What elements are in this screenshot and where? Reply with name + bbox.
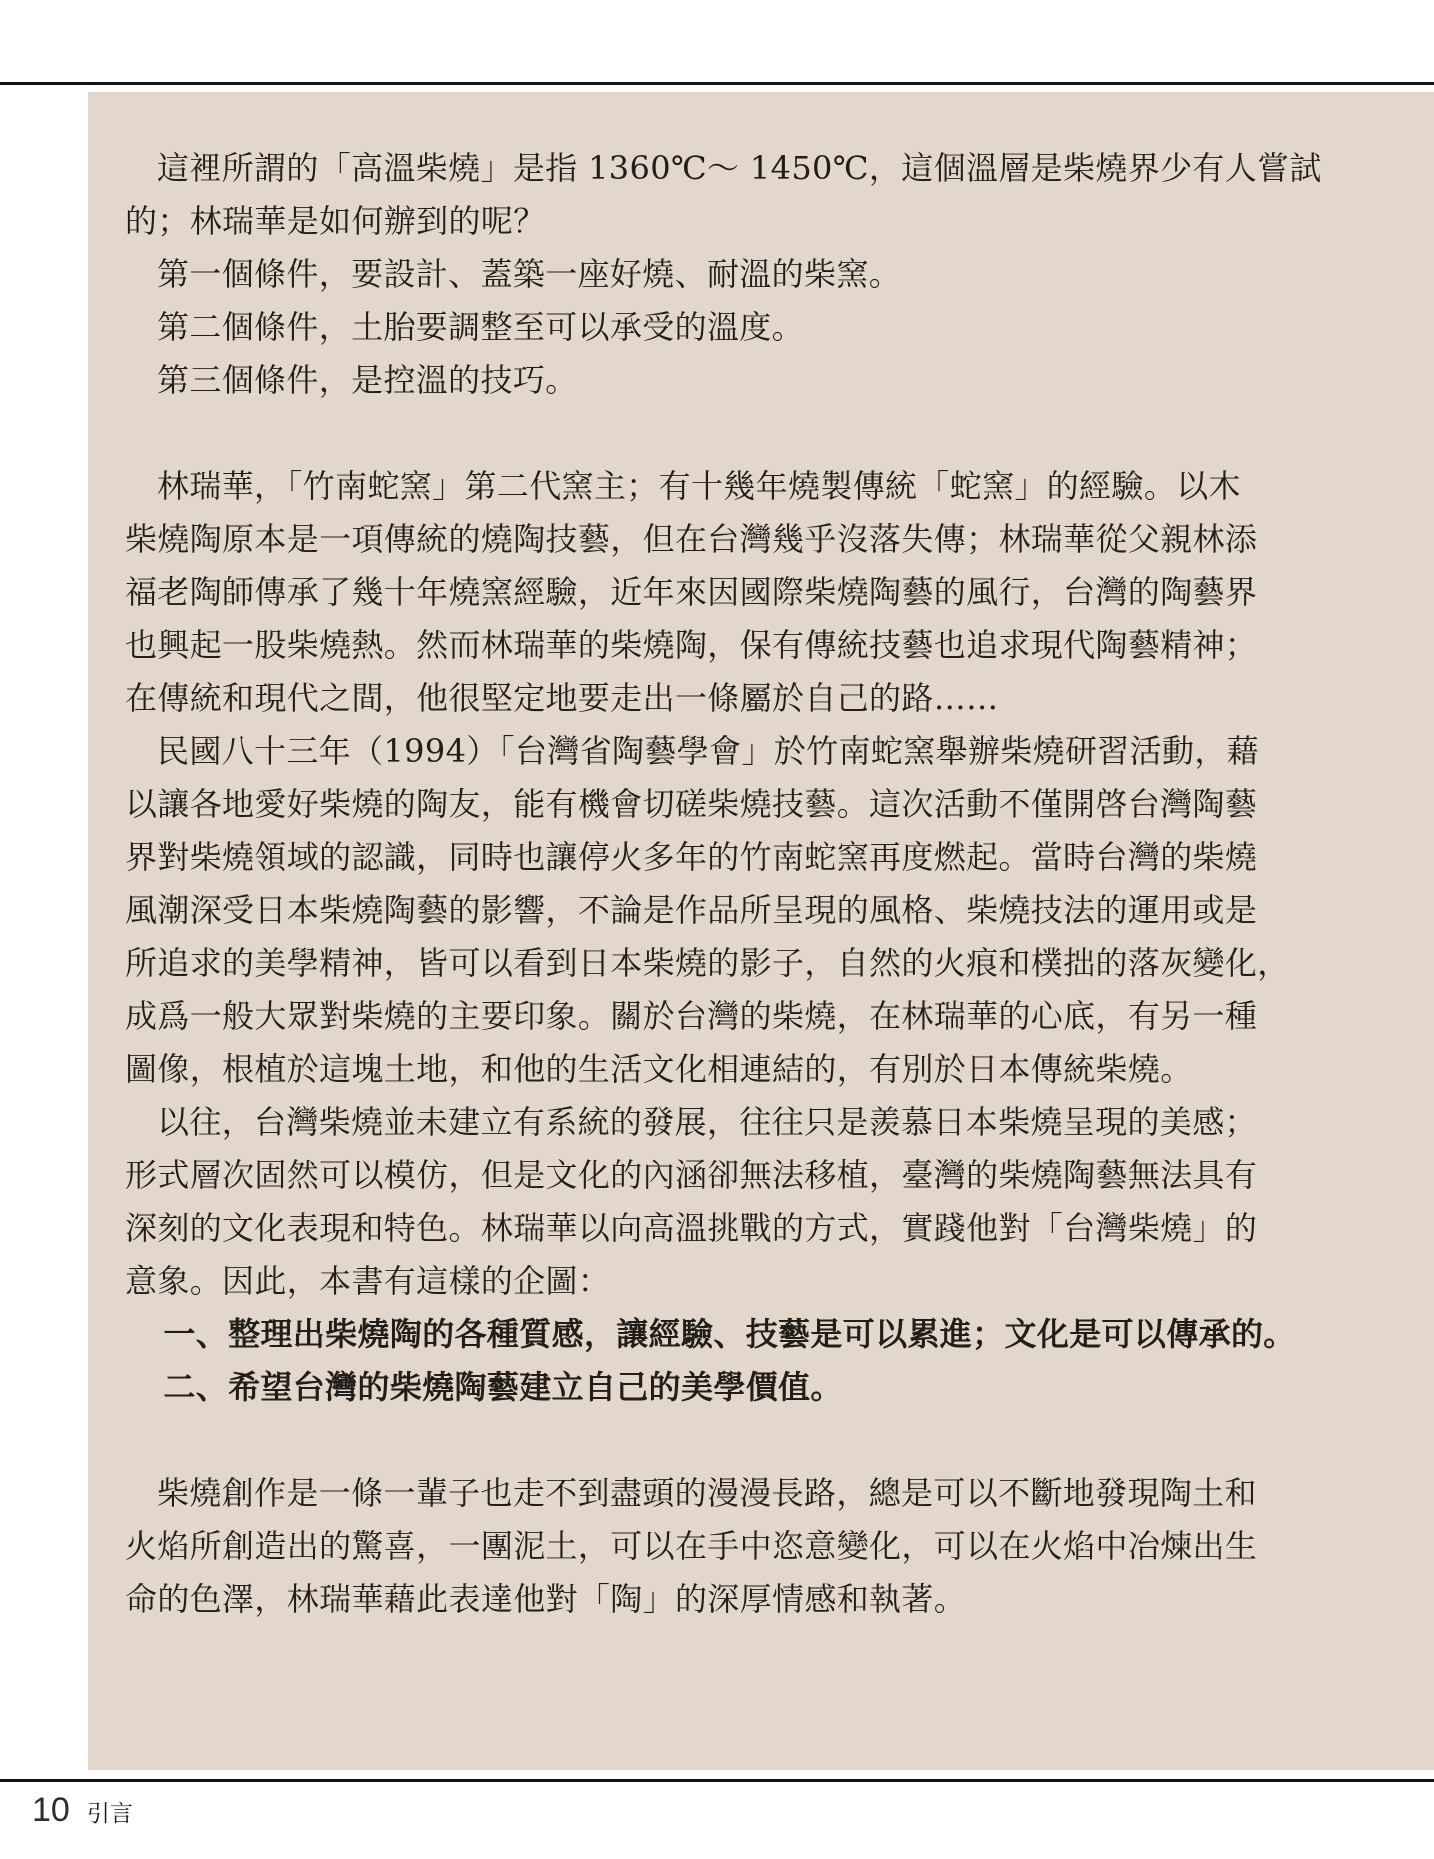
text-line: 在傳統和現代之間，他很堅定地要走出一條屬於自己的路…… — [125, 679, 999, 717]
blank-line — [125, 407, 1285, 460]
text-line: 第二個條件，土胎要調整至可以承受的溫度。 — [157, 308, 805, 346]
text-line: 深刻的文化表現和特色。林瑞華以向高溫挑戰的方式，實踐他對「台灣柴燒」的 — [125, 1209, 1258, 1247]
page-footer — [32, 1790, 133, 1830]
text-line: 福老陶師傳承了幾十年燒窯經驗，近年來因國際柴燒陶藝的風行，台灣的陶藝界 — [125, 573, 1258, 611]
section-label: 引言 — [86, 1801, 133, 1827]
text-line: 形式層次固然可以模仿，但是文化的內涵卻無法移植，臺灣的柴燒陶藝無法具有 — [125, 1156, 1258, 1194]
text-line: 的；林瑞華是如何辦到的呢？ — [125, 202, 546, 240]
text-line: 柴燒創作是一條一輩子也走不到盡頭的漫漫長路，總是可以不斷地發現陶土和 — [157, 1474, 1257, 1512]
text-line: 風潮深受日本柴燒陶藝的影響，不論是作品所呈現的風格、柴燒技法的運用或是 — [125, 891, 1258, 929]
bottom-rule — [0, 1779, 1434, 1782]
page-number: 10 — [32, 1791, 70, 1829]
blank-line — [125, 1414, 1285, 1467]
text-line: 這裡所謂的「高溫柴燒」是指 1360℃～ 1450℃，這個溫層是柴燒界少有人嘗試 — [157, 149, 1322, 187]
text-line: 界對柴燒領域的認識，同時也讓停火多年的竹南蛇窯再度燃起。當時台灣的柴燒 — [125, 838, 1258, 876]
text-line: 命的色澤，林瑞華藉此表達他對「陶」的深厚情感和執著。 — [125, 1580, 967, 1618]
text-line: 火焰所創造出的驚喜，一團泥土，可以在手中恣意變化，可以在火焰中冶煉出生 — [125, 1527, 1258, 1565]
text-line: 一、整理出柴燒陶的各種質感，讓經驗、技藝是可以累進；文化是可以傳承的。 — [163, 1315, 1296, 1353]
top-rule — [0, 82, 1434, 85]
content-panel — [88, 92, 1434, 1770]
body-text — [125, 142, 1322, 1626]
text-line: 圖像，根植於這塊土地，和他的生活文化相連結的，有別於日本傳統柴燒。 — [125, 1050, 1193, 1088]
text-line: 林瑞華，「竹南蛇窯」第二代窯主；有十幾年燒製傳統「蛇窯」的經驗。以木 — [157, 467, 1241, 505]
text-line: 所追求的美學精神，皆可以看到日本柴燒的影子，自然的火痕和樸拙的落灰變化， — [125, 944, 1290, 982]
text-line: 二、希望台灣的柴燒陶藝建立自己的美學價值。 — [163, 1368, 843, 1406]
text-line: 第三個條件，是控溫的技巧。 — [157, 361, 578, 399]
text-line: 意象。因此，本書有這樣的企圖： — [125, 1262, 611, 1300]
text-line: 成爲一般大眾對柴燒的主要印象。關於台灣的柴燒，在林瑞華的心底，有另一種 — [125, 997, 1258, 1035]
text-line: 民國八十三年（1994）「台灣省陶藝學會」於竹南蛇窯舉辦柴燒研習活動，藉 — [157, 732, 1260, 770]
text-line: 也興起一股柴燒熱。然而林瑞華的柴燒陶，保有傳統技藝也追求現代陶藝精神； — [125, 626, 1258, 664]
text-line: 以讓各地愛好柴燒的陶友，能有機會切磋柴燒技藝。這次活動不僅開啓台灣陶藝 — [125, 785, 1258, 823]
text-line: 以往，台灣柴燒並未建立有系統的發展，往往只是羨慕日本柴燒呈現的美感； — [157, 1103, 1257, 1141]
text-line: 第一個條件，要設計、蓋築一座好燒、耐溫的柴窯。 — [157, 255, 902, 293]
text-line: 柴燒陶原本是一項傳統的燒陶技藝，但在台灣幾乎沒落失傳；林瑞華從父親林添 — [125, 520, 1258, 558]
